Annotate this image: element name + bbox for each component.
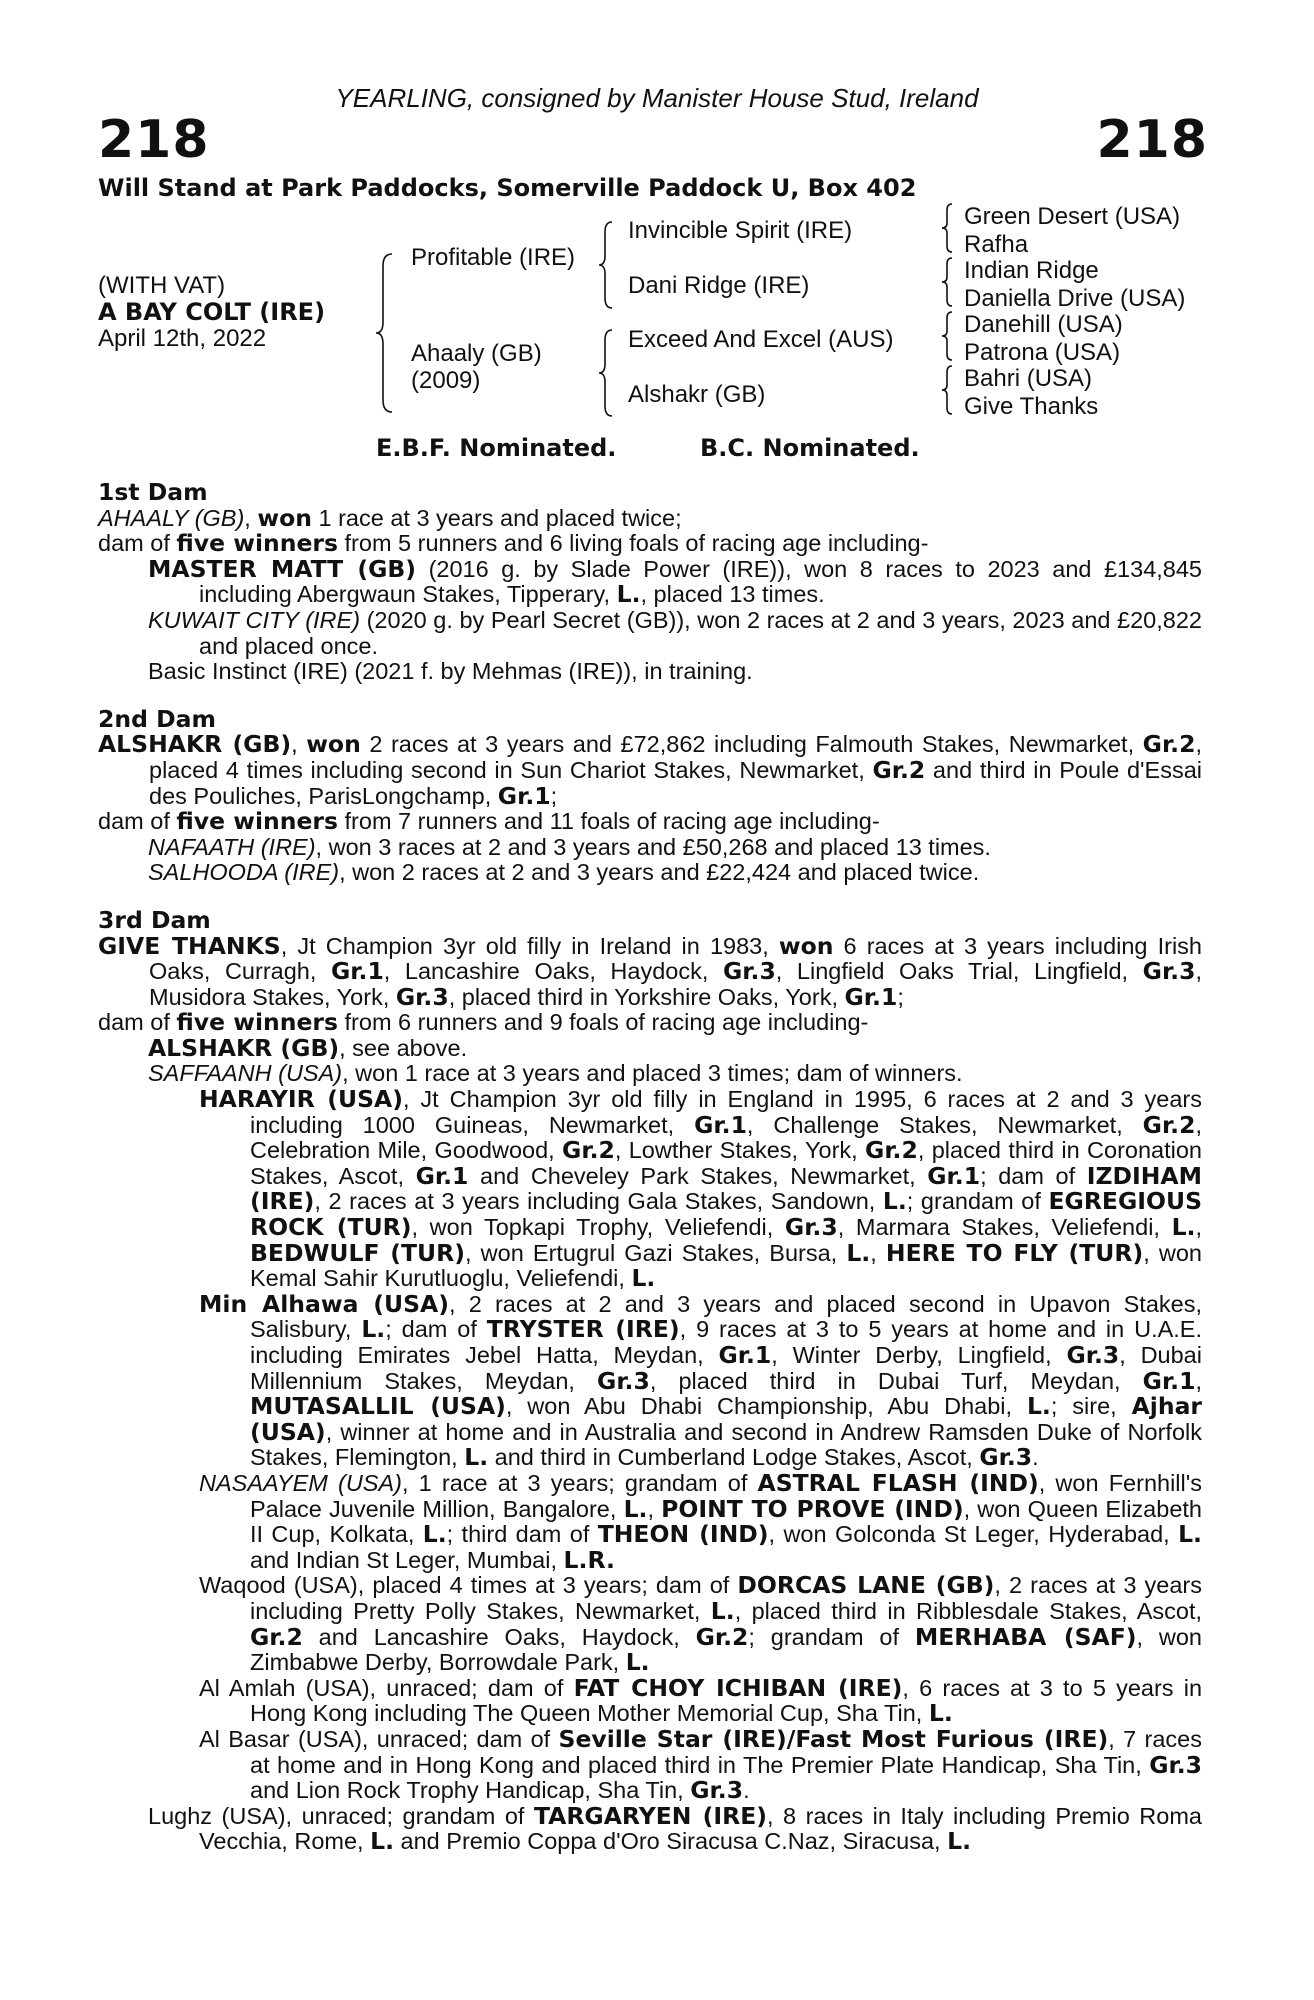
brace-ggs-4 — [940, 364, 956, 416]
ebf-nomination: E.B.F. Nominated. — [376, 434, 617, 462]
brace-dam-line — [597, 328, 617, 418]
catalogue-body — [98, 480, 1202, 1855]
produce-entry: MASTER MATT (GB) (2016 g. by Slade Power (IRE)), won 8 races to 2023 and £134,845 including Abergwaun Stakes, Tipperary, L., placed 13 times. — [148, 554, 1202, 609]
brace-ggs-1 — [940, 202, 956, 254]
consignment-line: YEARLING, consigned by Manister House Stud, Ireland — [335, 83, 979, 113]
first-dam-record: AHAALY (GB), won 1 race at 3 years and placed twice; — [98, 503, 682, 532]
produce-entry: Lughz (USA), unraced; grandam of TARGARYEN (IRE), 8 races in Italy including Premio Roma Vecchia, Rome, L. and Premio Coppa d'Oro Siracusa C.Naz, Siracusa, L. — [148, 1801, 1202, 1856]
second-dam-produce-summary: dam of five winners from 7 runners and 11 foals of racing age including- — [98, 807, 880, 836]
foaling-date: April 12th, 2022 — [98, 325, 267, 352]
granddam-2: Alshakr (GB) — [628, 381, 766, 408]
dam-year: (2009) — [411, 367, 481, 394]
brace-ggs-3 — [940, 310, 956, 362]
produce-entry: SALHOODA (IRE), won 2 races at 2 and 3 years and £22,424 and placed twice. — [148, 859, 980, 886]
first-dam-heading: 1st Dam — [98, 478, 208, 506]
ggs-7: Bahri (USA) — [964, 365, 1093, 392]
ggs-2: Rafha — [964, 231, 1029, 258]
produce-entry: ALSHAKR (GB), see above. — [148, 1033, 468, 1062]
third-dam-heading: 3rd Dam — [98, 905, 211, 934]
ggs-1: Green Desert (USA) — [964, 203, 1181, 230]
produce-entry: NAFAATH (IRE), won 3 races at 2 and 3 years and £50,268 and placed 13 times. — [148, 833, 991, 860]
lot-title: A BAY COLT (IRE) — [98, 298, 326, 326]
produce-entry: Al Basar (USA), unraced; dam of Seville Star (IRE)/Fast Most Furious (IRE), 7 races at home and in Hong Kong and placed third in The Premier Plate Handicap, Sha Tin, Gr.3 and Lion Rock Trophy Handicap, Sha Tin, Gr.3. — [199, 1724, 1202, 1805]
third-dam-record: GIVE THANKS, Jt Champion 3yr old filly in Ireland in 1983, won 6 races at 3 years including Irish Oaks, Curragh, Gr.1, Lancashire Oaks, Haydock, Gr.3, Lingfield Oaks Trial, Lingfield, Gr.3, Musidora Stakes, York, Gr.3, placed third in Yorkshire Oaks, York, Gr.1; — [98, 931, 1202, 1011]
ggs-5: Danehill (USA) — [964, 311, 1123, 338]
produce-entry: KUWAIT CITY (IRE) (2020 g. by Pearl Secret (GB)), won 2 races at 2 and 3 years, 2023 and £20,822 and placed once. — [148, 606, 1202, 659]
brace-sire-line — [597, 220, 617, 310]
produce-entry: NASAAYEM (USA), 1 race at 3 years; grandam of ASTRAL FLASH (IND), won Fernhill's Palace Juvenile Million, Bangalore, L., POINT TO PROVE (IND), won Queen Elizabeth II Cup, Kolkata, L.; third dam of THEON (IND), won Golconda St Leger, Hyderabad, L. and Indian St Leger, Mumbai, L.R. — [199, 1468, 1202, 1574]
dam-name: Ahaaly (GB) — [411, 340, 542, 367]
bc-nomination: B.C. Nominated. — [700, 434, 920, 462]
vat-label: (WITH VAT) — [98, 272, 226, 299]
produce-entry: Waqood (USA), placed 4 times at 3 years; dam of DORCAS LANE (GB), 2 races at 3 years including Pretty Polly Stakes, Newmarket, L., placed third in Ribblesdale Stakes, Ascot, Gr.2 and Lancashire Oaks, Haydock, Gr.2; grandam of MERHABA (SAF), won Zimbabwe Derby, Borrowdale Park, L. — [199, 1571, 1203, 1677]
ggs-3: Indian Ridge — [964, 257, 1099, 284]
granddam-1: Dani Ridge (IRE) — [628, 272, 810, 299]
second-dam-record: ALSHAKR (GB), won 2 races at 3 years and £72,862 including Falmouth Stakes, Newmarket, Gr.2, placed 4 times including second in Sun Chariot Stakes, Newmarket, Gr.2 and third in Poule d'Essai des Pouliches, ParisLongchamp, Gr.1; — [98, 730, 1203, 810]
produce-entry: SAFFAANH (USA), won 1 race at 3 years and placed 3 times; dam of winners. — [148, 1060, 963, 1087]
grandsire-2: Exceed And Excel (AUS) — [628, 326, 894, 353]
produce-entry: Basic Instinct (IRE) (2021 f. by Mehmas (IRE)), in training. — [148, 658, 753, 685]
brace-ggs-2 — [940, 256, 956, 308]
ggs-8: Give Thanks — [964, 393, 1099, 420]
second-dam-heading: 2nd Dam — [98, 704, 216, 733]
sire-name: Profitable (IRE) — [411, 244, 576, 271]
grandsire-1: Invincible Spirit (IRE) — [628, 217, 853, 244]
ggs-4: Daniella Drive (USA) — [964, 285, 1186, 312]
lot-number-right: 218 — [1096, 110, 1208, 170]
first-dam-produce-summary: dam of five winners from 5 runners and 6 living foals of racing age including- — [98, 529, 929, 558]
produce-entry: Min Alhawa (USA), 2 races at 2 and 3 years and placed second in Upavon Stakes, Salisbury, L.; dam of TRYSTER (IRE), 9 races at 3 to 5 years at home and in U.A.E. including Emirates Jebel Hatta, Meydan, Gr.1, Winter Derby, Lingfield, Gr.3, Dubai Millennium Stakes, Meydan, Gr.3, placed third in Dubai Turf, Meydan, Gr.1, MUTASALLIL (USA), won Abu Dhabi Championship, Abu Dhabi, L.; sire, Ajhar (USA), winner at home and in Australia and second in Andrew Ramsden Duke of Norfolk Stakes, Flemington, L. and third in Cumberland Lodge Stakes, Ascot, Gr.3. — [199, 1289, 1203, 1472]
produce-entry: Al Amlah (USA), unraced; dam of FAT CHOY ICHIBAN (IRE), 6 races at 3 to 5 years in Hong Kong including The Queen Mother Memorial Cup, Sha Tin, L. — [199, 1673, 1203, 1728]
third-dam-produce-summary: dam of five winners from 6 runners and 9 foals of racing age including- — [98, 1008, 869, 1037]
ggs-6: Patrona (USA) — [964, 339, 1121, 366]
produce-entry: HARAYIR (USA), Jt Champion 3yr old filly in England in 1995, 6 races at 2 and 3 years including 1000 Guineas, Newmarket, Gr.1, Challenge Stakes, Newmarket, Gr.2, Celebration Mile, Goodwood, Gr.2, Lowther Stakes, York, Gr.2, placed third in Coronation Stakes, Ascot, Gr.1 and Cheveley Park Stakes, Newmarket, Gr.1; dam of IZDIHAM (IRE), 2 races at 3 years including Gala Stakes, Sandown, L.; grandam of EGREGIOUS ROCK (TUR), won Topkapi Trophy, Veliefendi, Gr.3, Marmara Stakes, Veliefendi, L., BEDWULF (TUR), won Ertugrul Gazi Stakes, Bursa, L., HERE TO FLY (TUR), won Kemal Sahir Kurutluoglu, Veliefendi, L. — [199, 1085, 1203, 1293]
stabling-location: Will Stand at Park Paddocks, Somerville Paddock U, Box 402 — [98, 174, 917, 202]
brace-sire-dam — [374, 252, 398, 414]
lot-number-left: 218 — [98, 110, 210, 170]
